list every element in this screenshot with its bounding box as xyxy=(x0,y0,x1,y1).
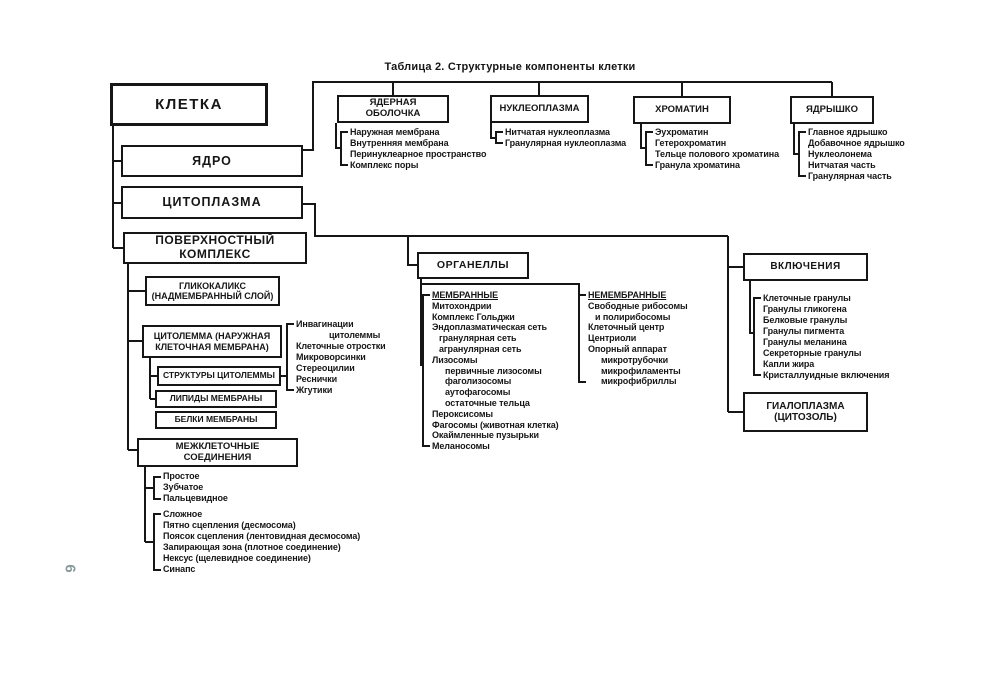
list-item: Внутренняя мембрана xyxy=(350,138,449,148)
list-item: Центриоли xyxy=(588,333,637,344)
list-item: Эухроматин xyxy=(655,127,709,137)
list-item: Зубчатое xyxy=(163,482,204,492)
diagram-title: Таблица 2. Структурные компоненты клетки xyxy=(384,61,636,73)
list-item: гранулярная сеть xyxy=(439,333,517,344)
node-nucleoplasm: НУКЛЕОПЛАЗМА xyxy=(490,95,589,123)
list-item: Комплекс поры xyxy=(350,160,419,170)
list-junctions-complex xyxy=(163,509,360,575)
connector-inclusions-bracket xyxy=(750,281,761,375)
list-item: Гранула хроматина xyxy=(655,160,740,170)
connector-chromatin-bracket xyxy=(641,124,653,165)
list-item: Гранулярная нуклеоплазма xyxy=(505,138,627,148)
list-item: Меланосомы xyxy=(432,441,490,452)
list-item: Окаймленные пузырьки xyxy=(432,430,539,441)
list-item: Клеточные отростки xyxy=(296,341,386,351)
list-item: Жгутики xyxy=(296,385,333,395)
list-item: Гетерохроматин xyxy=(655,138,727,148)
node-intercellular-junctions: МЕЖКЛЕТОЧНЫЕ СОЕДИНЕНИЯ xyxy=(137,438,298,467)
node-cell: КЛЕТКА xyxy=(110,83,268,126)
list-cytolemma-structures xyxy=(296,319,386,396)
list-nonmembrane-organelles xyxy=(588,290,688,387)
list-item: Запирающая зона (плотное соединение) xyxy=(163,542,341,552)
list-item: микрофибриллы xyxy=(601,376,677,387)
list-item: Перинуклеарное пространство xyxy=(350,149,487,159)
list-item: Гранулы гликогена xyxy=(763,304,847,314)
node-nucleolus: ЯДРЫШКО xyxy=(790,96,874,124)
page-number: 6 xyxy=(61,564,79,573)
list-item: Клеточный центр xyxy=(588,322,665,333)
list-nucleolus xyxy=(808,127,905,182)
list-item: цитолеммы xyxy=(329,330,381,340)
list-chromatin xyxy=(655,127,779,171)
node-membrane-lipids: ЛИПИДЫ МЕМБРАНЫ xyxy=(155,390,277,408)
node-chromatin: ХРОМАТИН xyxy=(633,96,731,124)
list-item: Тельце полового хроматина xyxy=(655,149,779,159)
connector-junctions xyxy=(145,467,161,570)
list-item: Комплекс Гольджи xyxy=(432,311,515,322)
list-item: Нитчатая часть xyxy=(808,160,876,170)
list-item: остаточные тельца xyxy=(445,397,530,408)
list-item: Митохондрии xyxy=(432,300,492,311)
list-item: Пальцевидное xyxy=(163,493,228,503)
list-item: Пятно сцепления (десмосома) xyxy=(163,520,296,530)
connector-nucleolus-bracket xyxy=(794,124,806,176)
list-item: МЕМБРАННЫЕ xyxy=(432,290,498,300)
list-nucleoplasm xyxy=(505,127,626,149)
node-inclusions: ВКЛЮЧЕНИЯ xyxy=(743,253,868,281)
list-item: Клеточные гранулы xyxy=(763,293,851,303)
node-cytoplasm: ЦИТОПЛАЗМА xyxy=(121,186,303,219)
list-item: Пероксисомы xyxy=(432,408,494,419)
list-item: Инвагинации xyxy=(296,319,354,329)
node-membrane-proteins: БЕЛКИ МЕМБРАНЫ xyxy=(155,411,277,429)
node-nuclear-envelope: ЯДЕРНАЯ ОБОЛОЧКА xyxy=(337,95,449,123)
list-item: Белковые гранулы xyxy=(763,315,848,325)
list-item: Нексус (щелевидное соединение) xyxy=(163,553,311,563)
list-item: Главное ядрышко xyxy=(808,127,888,137)
list-item: Реснички xyxy=(296,374,338,384)
list-item: Сложное xyxy=(163,509,203,519)
list-item: Капли жира xyxy=(763,359,815,369)
node-cytolemma: ЦИТОЛЕММА (НАРУЖНАЯ КЛЕТОЧНАЯ МЕМБРАНА) xyxy=(142,325,282,358)
list-item: Наружная мембрана xyxy=(350,127,440,137)
list-item: Гранулярная часть xyxy=(808,171,892,181)
list-item: Гранулы пигмента xyxy=(763,326,845,336)
node-organelles: ОРГАНЕЛЛЫ xyxy=(417,252,529,279)
node-surface-complex: ПОВЕРХНОСТНЫЙ КОМПЛЕКС xyxy=(123,232,307,264)
connector-nucleoplasm-bracket xyxy=(491,123,503,143)
list-junctions-simple xyxy=(163,471,228,504)
list-item: Эндоплазматическая сеть xyxy=(432,322,547,333)
list-item: Гранулы меланина xyxy=(763,337,847,347)
list-membrane-organelles xyxy=(432,290,559,452)
connector-structures-bracket xyxy=(281,324,294,390)
list-item: первичные лизосомы xyxy=(445,365,542,376)
list-item: Синапс xyxy=(163,564,196,574)
list-item: агранулярная сеть xyxy=(439,343,522,354)
list-item: Поясок сцепления (лентовидная десмосома) xyxy=(163,531,361,541)
list-item: Лизосомы xyxy=(432,354,478,365)
list-item: фаголизосомы xyxy=(445,376,512,387)
connector-nucenv-bracket xyxy=(336,123,348,165)
list-item: Нуклеолонема xyxy=(808,149,872,159)
list-item: микротрубочки xyxy=(601,354,669,365)
node-hyaloplasm: ГИАЛОПЛАЗМА (ЦИТОЗОЛЬ) xyxy=(743,392,868,432)
list-inclusions xyxy=(763,293,889,381)
list-item: Секреторные гранулы xyxy=(763,348,862,358)
list-item: Добавочное ядрышко xyxy=(808,138,905,148)
list-item: и полирибосомы xyxy=(595,311,671,322)
node-cytolemma-structures: СТРУКТУРЫ ЦИТОЛЕММЫ xyxy=(157,366,281,386)
node-glycocalyx: ГЛИКОКАЛИКС (НАДМЕМБРАННЫЙ СЛОЙ) xyxy=(145,276,280,306)
list-item: Свободные рибосомы xyxy=(588,300,688,311)
list-item: НЕМЕМБРАННЫЕ xyxy=(588,290,667,300)
list-item: Нитчатая нуклеоплазма xyxy=(505,127,610,137)
list-item: Стереоцилии xyxy=(296,363,355,373)
list-item: аутофагосомы xyxy=(445,387,511,398)
list-item: Опорный аппарат xyxy=(588,343,667,354)
node-nucleus: ЯДРО xyxy=(121,145,303,177)
list-item: Микроворсинки xyxy=(296,352,366,362)
list-item: микрофиламенты xyxy=(601,365,681,376)
list-item: Фагосомы (животная клетка) xyxy=(432,419,559,430)
list-nuclear-envelope xyxy=(350,127,486,171)
list-item: Простое xyxy=(163,471,200,481)
list-item: Кристаллуидные включения xyxy=(763,370,890,380)
